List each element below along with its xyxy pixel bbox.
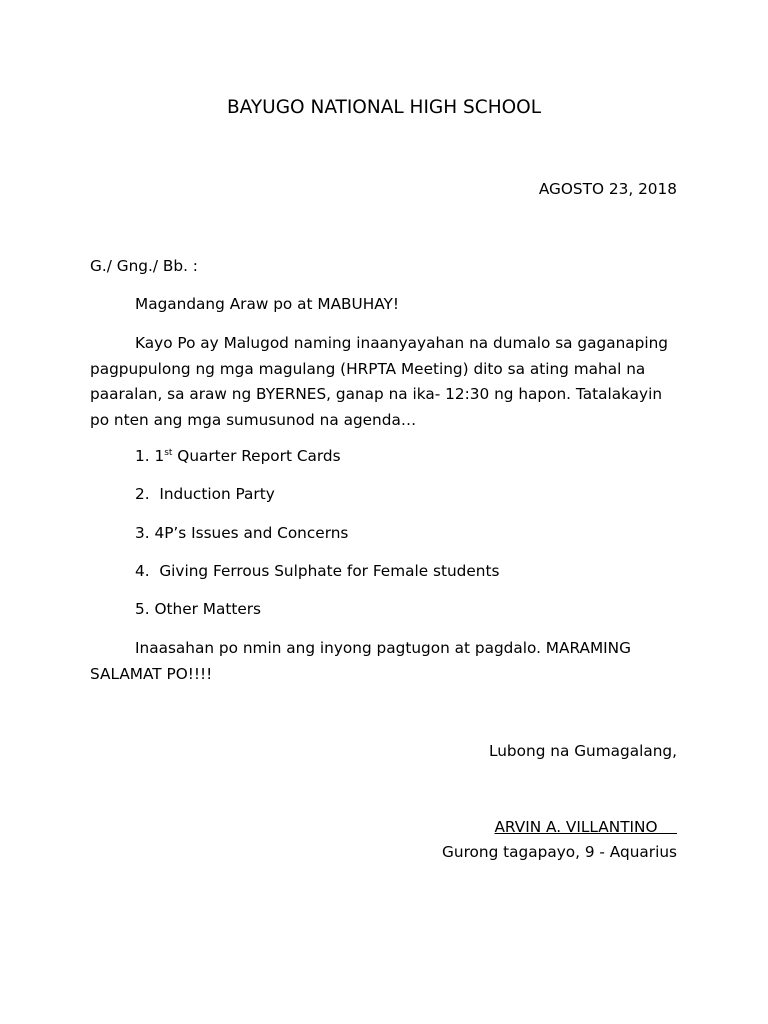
- signer-name: ARVIN A. VILLANTINO: [494, 818, 677, 836]
- valediction: Lubong na Gumagalang,: [488, 742, 677, 760]
- letter-date: AGOSTO 23, 2018: [538, 180, 677, 198]
- agenda-item-1-superscript: st: [164, 447, 173, 458]
- agenda-item-1-text: Quarter Report Cards: [172, 447, 341, 465]
- greeting-line: Magandang Araw po at MABUHAY!: [135, 295, 399, 313]
- agenda-item-1-prefix: 1. 1: [135, 447, 165, 465]
- agenda-item-1: [135, 445, 499, 483]
- signer-title: Gurong tagapayo, 9 - Aquarius: [442, 843, 677, 861]
- school-name-heading: BAYUGO NATIONAL HIGH SCHOOL: [226, 97, 542, 118]
- salutation: G./ Gng./ Bb. :: [90, 257, 198, 275]
- agenda-item-5: 5. Other Matters: [135, 600, 261, 619]
- agenda-item-3: 3. 4P’s Issues and Concerns: [135, 523, 349, 542]
- agenda-list: [135, 445, 499, 636]
- agenda-item-4: 4. Giving Ferrous Sulphate for Female students: [135, 561, 500, 580]
- invitation-paragraph: Kayo Po ay Malugod naming inaanyayahan na dumalo sa gaganaping pagpupulong ng mga magulang (HRPTA Meeting) dito sa ating mahal na paaralan, sa araw ng BYERNES, ganap na ika- 12:30 ng hapon. Tatalakayin po nten ang mga sumusunod na agenda…: [90, 334, 669, 429]
- closing-paragraph: Inaasahan po nmin ang inyong pagtugon at pagdalo. MARAMING SALAMAT PO!!!!: [90, 639, 631, 683]
- agenda-item-2: 2. Induction Party: [135, 485, 275, 504]
